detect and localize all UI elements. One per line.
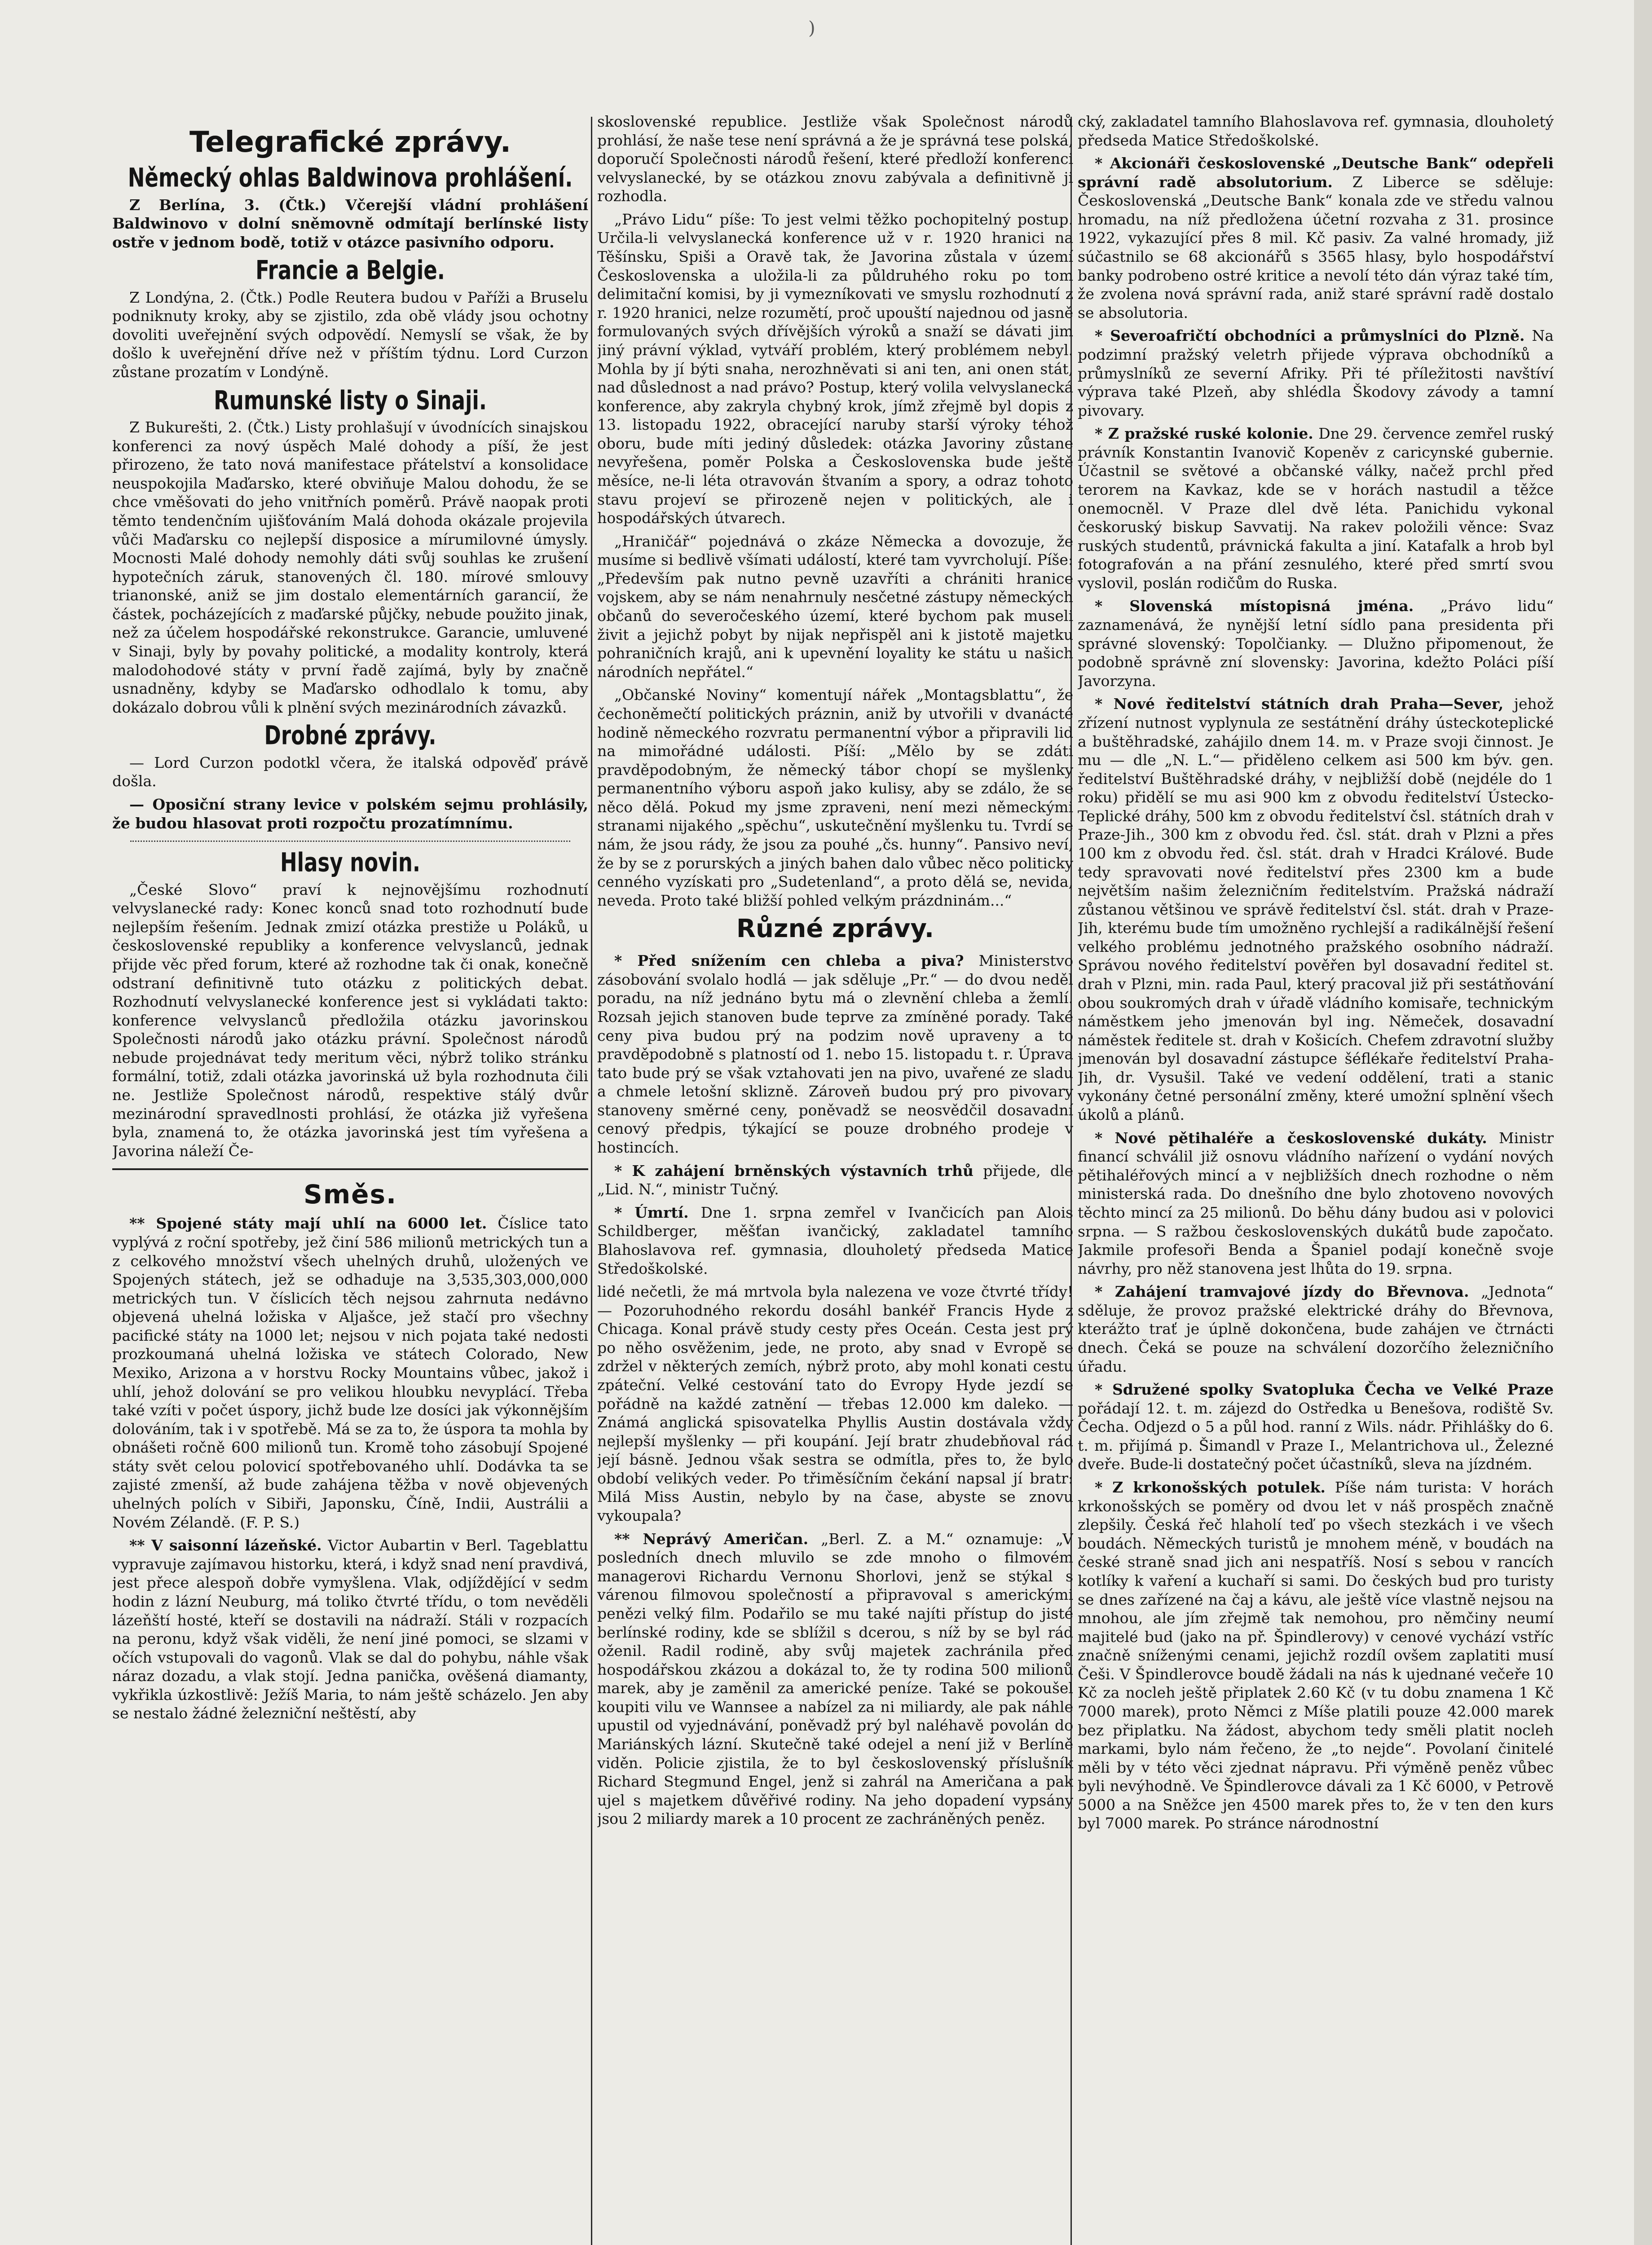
article-bread-text: Ministerstvo zásobování svolalo hodlá — jak sděluje „Pr.“ — do dvou neděl poradu, na níž jednáno bytu má o zlevnění chleba a žemlí. Rozsah jejich stanoven bude teprve za zmíněné porady. Také ceny piva budou prý na podzim nově upraveny a to pravděpodobně s platností od 1. nebo 15. listopadu t. r. Úprava tato bude prý se však vztahovati jen na pivo, uvařené ze sladu a chmele letošní sklizně. Zároveň budou prý pro pivovary stanoveny směrné ceny, poněvadž se neosvědčil dosavadní cenový předpis, týkající se pouze drobného prodeje v hostincích.: [597, 952, 1073, 1157]
headline-short-news: Drobné zprávy.: [264, 720, 436, 751]
article-russian-colony: [1078, 424, 1554, 592]
article-coins-text: Ministr financí schválil již osnovu vládního nařízení o vydání nových pětihaléřových mincí a v nejbližších dnech rozhodne o něm ministerská rada. Do dnešního dne bylo zhotoveno novových těchto mincí za 25 milionů. Do běhu dány budou asi v polovici srpna. — S ražbou československých dukátů bude započato. Jakmile profesoři Benda a Španiel podají konečně svoje návrhy, pro něž stanovena jest lhůta do 19. srpna.: [1078, 1129, 1554, 1277]
article-krkonose-title: * Z krkonošských potulek.: [1095, 1479, 1326, 1497]
article-continuation: lidé nečetli, že má mrtvola byla nalezena ve voze čtvrté třídy! — Pozoruhodného rekordu dosáhl bankéř Francis Hyde z Chicaga. Konal právě study cesty přes Oceán. Cesta jest prý po něho osvěženim, jede, ne proto, aby snad v Evropě se zdržel v některých zemích, nýbrž proto, aby mohl konati cestu zpáteční. Velké cestování tato do Evropy Hyde jezdí se pořádně na každé zatnění — třebas 12.000 km daleko. — Známá anglická spisovatelka Phyllis Austin dostávala vždy nejlepší myšlenky — při koupání. Její bratr zhudebňoval rád její básně. Jednou však sestra se odmítla, přes to, že bylo období velikých veder. Po třiměsíčním čekání napsal jí bratr: Milá Miss Austin, nebylo by na čase, abyste se znovu vykoupala?: [597, 1283, 1073, 1525]
article-railway-title: * Nové ředitelství státních drah Praha—Sever,: [1095, 695, 1504, 713]
article-fake-american-title: ** Neprávý Američan.: [614, 1530, 809, 1548]
article-cech-societies: [1078, 1380, 1554, 1474]
divider: [112, 1168, 588, 1170]
article-slovak-names-title: * Slovenská místopisná jména.: [1095, 597, 1414, 615]
article-fake-american: [597, 1530, 1073, 1828]
headline-press-voices: Hlasy novin.: [280, 847, 420, 878]
article-spa-title: ** V saisonní lázeňské.: [129, 1536, 322, 1554]
article-baldwin: Z Berlína, 3. (Čtk.) Včerejší vládní prohlášení Baldwinovo v dolní sněmovně odmítají berlínské listy ostře v jednom bodě, totiž v otázce pasivního odporu.: [112, 196, 588, 251]
press-quote-pravo-lidu: „Právo Lidu“ píše: To jest velmi těžko pochopitelný postup. Určila-li velvyslanecká konference už v r. 1920 hranici na Těšínsku, Spiši a Oravě tak, že Javorina zůstala v území Československa a uložila-li za půldruhého roku po tom delimitační komisi, by ji vymezníkovati ve smyslu rozhodnutí z r. 1920 hranici, nelze rozumětí, proč upouští najednou od jasně formulovaných svých dřívějších výroků a snaží se dávati jim jiný právní výklad, vytváří problém, který problémem nebyl. Mohla by jí býti snaha, nerozhněvati si ani ten, ani onen stát, nad důslednost a nad právo? Postup, který volila velvyslanecká konference, aby zakryla chybný krok, jímž zřejmě byl dopis z 13. listopadu 1922, obracející naruby starší výroky téhož oboru, bude míti jediný důsledek: otázka Javoriny zůstane nevyřešena, poměr Polska a Československa bude ještě měsíce, ne-li léta otravován štvaním a spory, a odraz tohoto stavu projeví se přirozeně nejen v politických, ale i hospodářských útvarech.: [597, 210, 1073, 527]
article-cech-title: * Sdružené spolky Svatopluka Čecha ve Velké Praze: [1095, 1381, 1554, 1399]
article-deutsche-bank-text: Z Liberce se sděluje: Československá „Deutsche Bank“ konala zde ve středu valnou hromadu, na níž předložena účetní rozvaha z 31. prosince 1922, vykazující přes 8 mil. Kč pasiv. Za valné hromady, již súčastnilo se 68 akcionářů s 3565 hlasy, bylo hospodářství banky podrobeno ostré kritice a nevolí této dán výraz také tím, že zvolena nová správní rada, aniž staré správní radě dostalo se absolutoria.: [1078, 173, 1554, 321]
short-news-item: — Lord Curzon podotkl včera, že italská odpověď právě došla.: [112, 753, 588, 790]
column-1: [112, 112, 588, 2245]
article-tram: [1078, 1282, 1554, 1376]
article-railway-text: jehož zřízení nutnost vyplynula ze sestátnění dráhy ústeckoteplické a buštěhradské, zahájilo dnem 14. m. v Praze svoji činnost. Je mu — dle „N. L.“— přiděleno celkem asi 500 km býv. gen. ředitelství Buštěhradské dráhy, v nejbližší době (nejdéle do 1 roku) přidělí se mu asi 900 km z obvodu ředitelství Ústecko-Teplické dráhy, 500 km z obvodu ředitelství čsl. státních drah v Praze-Jih., 300 km z obvodu řed. čsl. stát. drah v Plzni a přes 100 km z obvodu řed. čsl. stát. drah v Hradci Králové. Bude tedy spravovati nové ředitelství přes 2300 km a bude největším našim železničním ředitelstvím. Pražská nádraží zůstanou většinou ve správě ředitelství čsl. stát. drah v Praze-Jih, kterému bude tím umožněno rychlejší a radikálnější řešení velkého problému jednotného pražského osobního nádraží. Správou nového ředitelství pověřen byl dosavadní ředitel st. drah v Plzni, min. rada Paul, který pracoval již při sestátňování obou soukromých drah v úřadě vládního komisaře, technickým náměstkem jeho jmenován byl ing. Němeček, dosavadní náměstek ředitele st. drah v Košicích. Chefem zdravotní služby jmenován byl dosavadní zástupce šéflékaře ředitelství Praha-Jih, dr. Vysušil. Také ve vedení oddělení, trati a stanic vykonány četné personální změny, které umožní splnění všech úkolů a plánů.: [1078, 695, 1554, 1124]
article-coins-title: * Nové pětihaléře a československé dukáty.: [1095, 1129, 1487, 1147]
article-african-traders-title: * Severoafričtí obchodníci a průmyslníci do Plzně.: [1095, 327, 1525, 345]
article-romanian-papers: Z Bukurešti, 2. (Čtk.) Listy prohlašují v úvodnících sinajskou konferenci za nový úspěch Malé dohody a píší, že jest přirozeno, že tato nová manifestace přátelství a konsolidace neuspokojila Maďarsko, které obviňuje Malou dohodu, že se chce vměšovati do jeho vnitřních poměrů. Právě naopak proti těmto tendenčním ujišťováním Malá dohoda okázale projevila vůči Maďarsku co nejlepší disposice a mírumilovné úmysly. Mocnosti Malé dohody nemohly dáti svůj souhlas ke zrušení hypotečních záruk, stanovených čl. 180. mírové smlouvy trianonské, aniž se jim dostalo elementárních garancií, že částek, pocházejících z maďarské půjčky, nebude použito jinak, než za účelem hospodářské rekonstrukce. Garancie, umluvené v Sinaji, byly by povahy politické, a modality kontroly, která malodohodové státy v první řadě zajímá, byly by značně usnadněny, kdyby se Maďarsko odhodlalo k tomu, aby dokázalo dobrou vůli k plnění svých mezinárodních závazků.: [112, 418, 588, 716]
article-brno-title: * K zahájení brněnských výstavních trhů: [614, 1162, 974, 1180]
short-news-item: — Oposiční strany levice v polském sejmu prohlásily, že budou hlasovat proti rozpočtu prozatímnímu.: [112, 796, 588, 832]
article-slovak-names: [1078, 597, 1554, 690]
section-heading-various: Různé zprávy.: [736, 914, 934, 944]
page-mark: ): [808, 18, 815, 39]
press-quote-obcanske-noviny: „Občanské Noviny“ komentují nářek „Montagsblattu“, že čechoněmečtí politických práznin, aniž by utvořili v dvanácté hodině německého rozvratu permanentní výbor a připravili lid na mimořádné události. Píší: „Mělo by se zdáti pravděpodobným, že německý tábor chopí se myšlenky permanentního výboru aspoň jako kulisy, aby se zdálo, že se něco dělá. Pokud my jsme zpraveni, není mezi německými stranami nijakého „spěchu“, uskutečnění myšlenku tu. Tvrdí se nám, že jsou rády, že jsou za pouhé „čs. hunny“. Pansivo neví, že by se z porurských a jiných bahen dalo vůbec něco politicky cenného vyzískati pro „Sudetenland“, a proto dělá se, nevida, neveda. Proto také bližší pohled velkým prázdninám...“: [597, 686, 1073, 909]
article-spa: [112, 1536, 588, 1723]
article-continuation: skoslovenské republice. Jestliže však Společnost národů prohlásí, že naše tese není správná a že je správná tese polská, doporučí Společnosti národů řešení, které předloží konferenci velvyslanecké, by se otázkou znovu zabývala a definitivně ji rozhodla.: [597, 113, 1073, 205]
article-death-text: Dne 1. srpna zemřel v Ivančicích pan Alois Schildberger, měšťan ivančický, zakladatel tamního Blahoslavova ref. gymnasia, dlouholetý předseda Matice Středoškolské.: [597, 1203, 1073, 1277]
article-coal: [112, 1214, 588, 1532]
article-spa-text: Victor Aubartin v Berl. Tageblattu vypravuje zajímavou historku, která, i když snad není pravdivá, jest přece alespoň dobře vymyšlena. Vlak, odjíždějící v sedm hodin z lázní Neuburg, má toliko čtvrté třídu, o tom nevěděli lázeňští hosté, kteří se dostavili na nádraží. Stáli v rozpacích na peronu, když však viděli, že není jiné pomoci, se slzami v očích vstupovali do vagonů. Vlak se dal do pohybu, náhle však náraz dozadu, a vlak stojí. Jedna panička, ověšená diamanty, vykřikla úzkostlivě: Ježíš Maria, to nám ještě scházelo. Jen aby se nestalo žádné železniční neštěstí, aby: [112, 1536, 588, 1722]
article-brno-text: přijede, dle „Lid. N.“, ministr Tučný.: [597, 1162, 1073, 1198]
headline-romanian-papers: Rumunské listy o Sinaji.: [214, 385, 487, 415]
article-coal-title: ** Spojené státy mají uhlí na 6000 let.: [129, 1215, 487, 1233]
article-death-title: * Úmrtí.: [614, 1203, 689, 1221]
article-coal-text: Číslice tato vyplývá z roční spotřeby, jež činí 586 milionů metrických tun a z celkového množství všech uhelných druhů, uložených ve Spojených státech, jež se odhaduje na 3,535,303,000,000 metrických tun. V číslicích těch nejsou zahrnuta nedávno objevená uhelná ložiska v Aljašce, jež stačí pro všechny pacifické státy na 1000 let; nejsou v nich pojata také nedosti prozkoumaná uhelná ložiska ve státech Colorado, New Mexiko, Arizona a v horstvu Rocky Mountains vůbec, jakož i uhlí, jehož dolování se pro velikou hloubku nevyplácí. Třeba také vzíti v počet úspory, jichž bude lze dosíci jak výkonnějším dolováním, tak i v spotřebě. Má se za to, že úspora ta mohla by obnášeti ročně 600 milionů tun. Kromě toho zásobují Spojené státy svět celou polovicí spotřebovaného uhlí. Dodávka ta se zajisté zmenší, až bude zahájena těžba v nově objevených uhelných polích v Sibiři, Japonsku, Číně, Indii, Austrálii a Novém Zélandě. (F. P. S.): [112, 1215, 588, 1531]
article-railway-directorate: [1078, 695, 1554, 1124]
article-russian-colony-title: * Z pražské ruské kolonie.: [1095, 425, 1313, 443]
article-bread-prices: [597, 951, 1073, 1157]
article-russian-colony-text: Dne 29. července zemřel ruský právník Konstantin Ivanovič Kореněv z caricynské gubernie. Účastnil se světové a občanské války, načež prchl před terorem na Kavkaz, kde se v horách nastudil a těžce onemocněl. V Praze dlel dvě léta. Panichidu vykonal českoruský biskup Savvatij. Na rakev položili věnce: Svaz ruských studentů, právnická fakulta a jiní. Katafalk a hrob byl fotografován a na přání zesnulého, které před smrtí svou vyslovil, poslán rodičům do Ruska.: [1078, 425, 1554, 592]
divider: [130, 841, 570, 842]
article-cech-text: pořádají 12. t. m. zájezd do Ostředka u Benešova, rodiště Sv. Čecha. Odjezd o 5 a půl hod. ranní z Wils. nádr. Přihlášky do 6. t. m. přijímá p. Šimandl v Praze I., Melantrichova ul., Železné dveře. Bude-li dostatečný počet účastníků, sleva na jízdném.: [1078, 1399, 1554, 1473]
article-african-traders: [1078, 326, 1554, 420]
article-krkonose: [1078, 1478, 1554, 1833]
article-france-belgium: Z Londýna, 2. (Čtk.) Podle Reutera budou v Paříži a Bruselu podniknuty kroky, aby se zjistilo, zda obě vlády jsou ochotny dovoliti uveřejnění svých odpovědí. Nemyslí se však, že by došlo k uveřejnění dříve než v příštím týdnu. Lord Curzon zůstane prozatím v Londýně.: [112, 288, 588, 381]
article-deutsche-bank-title: * Akcionáři československé „Deutsche Bank“ odepřeli správní radě absolutorium.: [1078, 154, 1554, 191]
article-bread-title: * Před snížením cen chleba a piva?: [614, 952, 964, 970]
article-deutsche-bank: [1078, 154, 1554, 322]
article-krkonose-text: Píše nám turista: V horách krkonošských se poměry od dvou let v náš prospěch značně zlepšily. Česká řeč hlaholí teď po všech stezkách i ve všech boudách. Německých turistů je mnohem méně, v boudách na české straně snad jich ani nespatříš. Nosí s sebou v rancích kotlíky k vaření a kuchaří si sami. Do českých bud pro turisty se dnes zařízené na čaj a kávu, ale ještě více vlastně nejsou na mnohou, ale jím zřejmě tak nemohou, pro němčiny neumí majitelé bud (jako na př. Špindlerovy) v cenové vychází vstříc značně sníženými cenami, jejichž rozdíl ovšem zaplatiti musí Češi. V Špindlerovce boudě žádali na nás k ujednané večeře 10 Kč za nocleh ještě připlatek 2.60 Kč (v tu dobu znamena 1 Kč 7000 marek), proto Němci z Míše platili pouze 42.000 marek bez připlatku. Na žádost, abychom tedy směli platit nocleh markami, bylo nám řečeno, že „to nejde“. Povolaní činitelé měli by v této věci zjednat nápravu. Při výměně peněz vůbec byli nevýhodně. Ve Špindlerovce dávali za 1 Kč 6000, v Petrově 5000 a na Sněžce jen 4500 marek přes to, že v ten den kurs byl 7000 marek. Po stránce národnostní: [1078, 1479, 1554, 1832]
article-brno-fair: [597, 1162, 1073, 1199]
article-death: [597, 1203, 1073, 1278]
article-coins: [1078, 1129, 1554, 1278]
column-3: [1078, 112, 1554, 2245]
headline-baldwin: Německý ohlas Baldwinova prohlášení.: [128, 163, 573, 193]
article-continuation: cký, zakladatel tamního Blahoslavova ref. gymnasia, dlouholetý předseda Matice Středoškolské.: [1078, 113, 1554, 149]
column-divider-1: [591, 117, 592, 2245]
article-slovak-names-text: „Právo lidu“ zaznamenává, že nynější letní sídlo pana presidenta při správné slovenský: Topolčianky. — Dlužno připomenout, že podobně správně zní slovensky: Javorina, kdežto Poláci píší Javorzyna.: [1078, 597, 1554, 690]
press-quote-hranicar: „Hraničář“ pojednává o zkáze Německa a dovozuje, že musíme si bedlivě všímati událostí, které tam vyvrcholují. Píše: „Především pak nutno pevně uzavříti a chrániti hranice vojskem, aby se nám nenahrnuly nesčetné zástupy německých občanů do severočeského území, které bychom pak museli živit a jejichž pobyt by nijak nepřispěl ani k jistotě majetku pohraničních krajů, ani k upevnění loyality ke státu u našich národních nepřátel.“: [597, 532, 1073, 681]
article-press-voices: „České Slovo“ praví k nejnovějšímu rozhodnutí velvyslanecké rady: Konec konců snad toto rozhodnutí bude nejlepším řešením. Jednak zmizí otázka prestiže u Poláků, u československé republiky a konference velvyslanců, jednak přijde věc před forum, které až rozhodne tak či onak, konečně odstraní definitivně tuto otázku z politických debat. Rozhodnutí velvyslanecké konference jest si vykládati takto: konference velvyslanců předložila otázku javorinskou Společnosti národů jako otázku právní. Společnost národů nebude projednávat tedy meritum věci, nýbrž toliko stránku formální, totiž, zdali otázka javorinská už byla rozhodnuta čili ne. Jestliže Společnost národů, respektive stálý dvůr mezinárodní spravedlnosti prohlásí, že otázka již vyřešena byla, znamená to, že otázka javorinská jest tím vyřešena a Javorina náleží Če-: [112, 880, 588, 1160]
section-heading-mix: Směs.: [303, 1179, 397, 1210]
article-tram-text: „Jednota“ sděluje, že provoz pražské elektrické dráhy do Břevnova, kterážto trať je úplně dokončena, bude zahájen ve čtrnácti dnech. Čeká se pouze na schválení dozorčího železničního úřadu.: [1078, 1283, 1554, 1375]
section-heading-telegraphic: Telegrafické zprávy.: [189, 126, 511, 159]
article-african-traders-text: Na podzimní pražský veletrh přijede výprava obchodníků a průmyslníků ze severní Afriky. Při té příležitosti navštíví výprava také Plzeň, aby shlédla Škodovy závody a tamní pivovary.: [1078, 327, 1554, 419]
page-edge-shade: [1634, 0, 1652, 2245]
article-fake-american-text: „Berl. Z. a M.“ oznamuje: „V posledních dnech mluvilo se zde mnoho o filmovém managerovi Richardu Vernonu Shorlovi, jenž se stýkal s várenou filmovou společností a připravoval s americkými penězi velký film. Podařilo se mu také najíti přístup do jisté berlínské rodiny, kde se sblížil s dcerou, s níž by se byl rád oženil. Radil rodině, aby svůj majetek zachránila před hospodářskou zkázou a dokázal to, že ty rodina 500 milionů marek, aby je zaměnil za americké peníze. Také se pokoušel koupiti vilu ve Wannsee a nabízel za ni miliardy, ale pak náhle upustil od vyjednávání, poněvadž prý byl naléhavě povolán do Mariánských lázní. Skutečně také odejel a není již v Berlíně viděn. Policie zjistila, že to byl československý příslušník Richard Stegmund Engel, jenž si zahrál na Američana a pak ujel s majetkem důvěřivé rodiny. Na jeho dopadení vypsány jsou 2 miliardy marek a 10 procent ze zachráněných peněz.: [597, 1530, 1073, 1828]
headline-france-belgium: Francie a Belgie.: [256, 255, 445, 286]
column-2: [597, 112, 1073, 2245]
article-tram-title: * Zahájení tramvajové jízdy do Břevnova.: [1095, 1283, 1469, 1301]
